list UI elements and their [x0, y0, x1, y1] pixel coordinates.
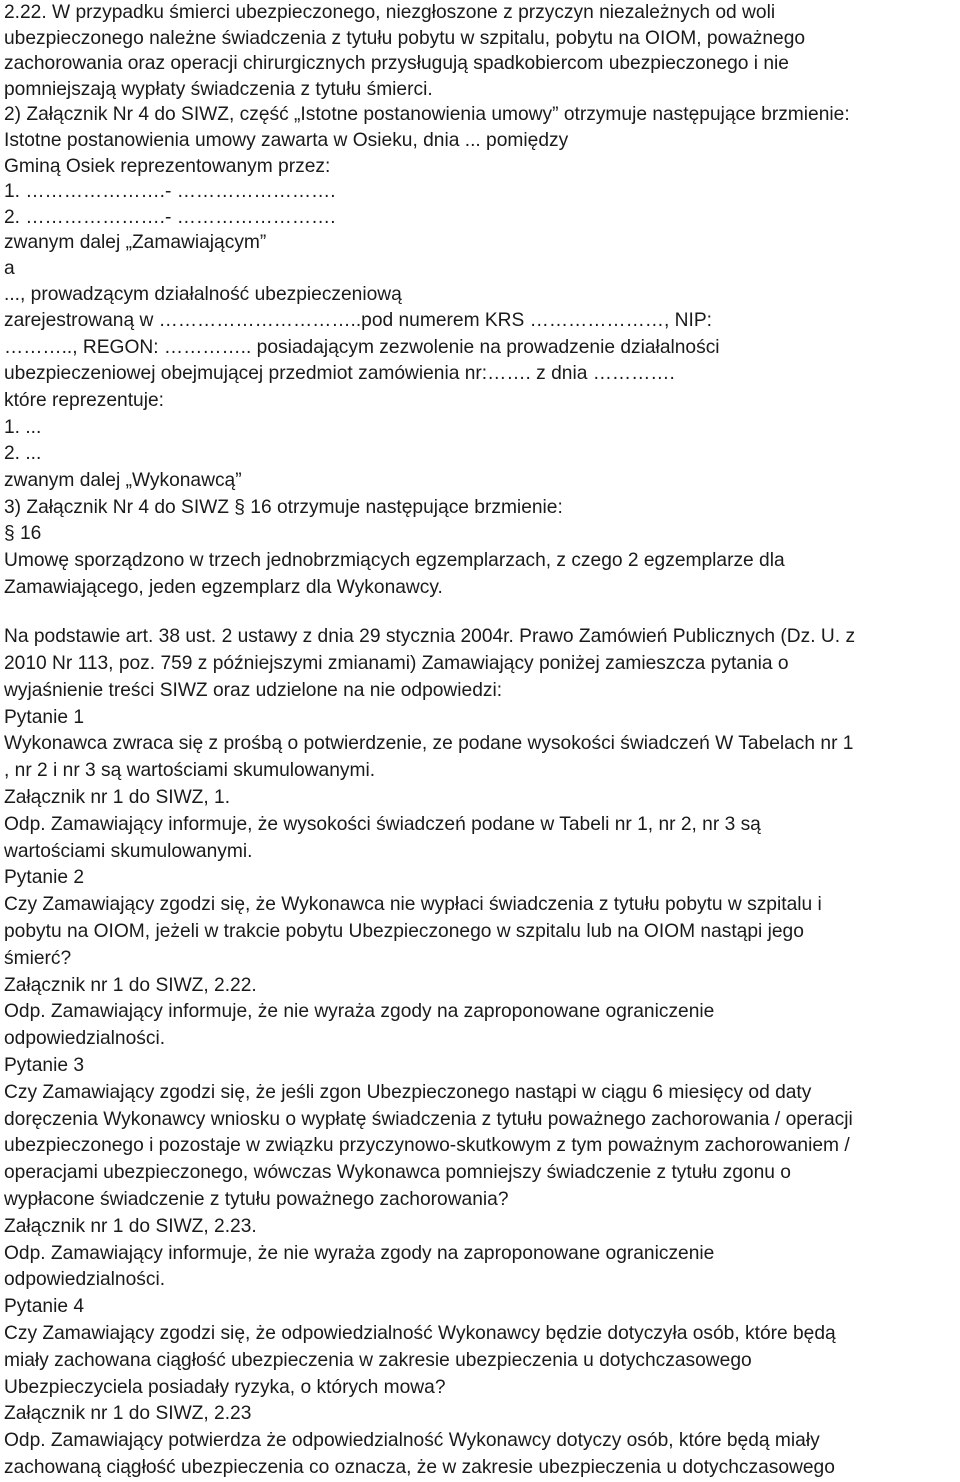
text-line: wyjaśnienie treści SIWZ oraz udzielone na nie odpowiedzi:: [4, 679, 503, 701]
text-line: zachowaną ciągłość ubezpieczenia co oznacza, że w zakresie ubezpieczenia u dotychczasowego: [4, 1456, 835, 1478]
text-line: ……….., REGON: ………….. posiadającym zezwolenie na prowadzenie działalności: [4, 336, 720, 358]
section-contractor-details: [4, 282, 956, 602]
text-line: ubezpieczeniowej obejmującej przedmiot zamówienia nr:……. z dnia ………….: [4, 363, 675, 385]
text-line: wypłacone świadczenie z tytułu poważnego zachorowania?: [4, 1188, 509, 1210]
paragraph-spacer: [4, 601, 956, 624]
text-line: Załącznik nr 1 do SIWZ, 2.23.: [4, 1215, 257, 1237]
text-line: zachorowania oraz operacji chirurgicznych przysługują spadkobiercom ubezpieczonego i nie: [4, 53, 789, 75]
text-line: 1. ………………….- …………………….: [4, 181, 336, 203]
text-line: Załącznik nr 1 do SIWZ, 2.22.: [4, 974, 257, 996]
text-line: 2. ...: [4, 443, 42, 465]
text-line: 1. ...: [4, 416, 42, 438]
text-line: 2010 Nr 113, poz. 759 z późniejszymi zmianami) Zamawiający poniżej zamieszcza pytania o: [4, 653, 789, 675]
text-line: odpowiedzialności.: [4, 1028, 166, 1050]
text-line: wartościami skumulowanymi.: [4, 840, 253, 862]
text-line: zwanym dalej „Zamawiającym”: [4, 232, 267, 254]
section-questions-answers: [4, 624, 956, 1482]
answer-line: Odp. Zamawiający potwierdza że odpowiedzialność Wykonawcy dotyczy osób, które będą miały: [4, 1430, 820, 1452]
text-line: § 16: [4, 523, 42, 545]
text-line: miały zachowana ciągłość ubezpieczenia w zakresie ubezpieczenia u dotychczasowego: [4, 1349, 752, 1371]
text-line: operacjami ubezpieczonego, wówczas Wykonawca pomniejszy świadczenie z tytułu zgonu o: [4, 1162, 791, 1184]
text-line: Czy Zamawiający zgodzi się, że odpowiedzialność Wykonawcy będzie dotyczyła osób, które będą: [4, 1322, 836, 1344]
text-line: , nr 2 i nr 3 są wartościami skumulowanymi.: [4, 760, 376, 782]
answer-line: Odp. Zamawiający informuje, że nie wyraża zgody na zaproponowane ograniczenie: [4, 1001, 715, 1023]
text-line: Umowę sporządzono w trzech jednobrzmiących egzemplarzach, z czego 2 egzemplarze dla: [4, 549, 785, 571]
text-line: które reprezentuje:: [4, 390, 164, 412]
question-heading: Pytanie 4: [4, 1296, 85, 1318]
text-line: Ubezpieczyciela posiadały ryzyka, o których mowa?: [4, 1376, 446, 1398]
question-heading: Pytanie 2: [4, 867, 85, 889]
answer-line: Odp. Zamawiający informuje, że wysokości świadczeń podane w Tabeli nr 1, nr 2, nr 3 są: [4, 813, 761, 835]
text-line: Wykonawca zwraca się z prośbą o potwierdzenie, ze podane wysokości świadczeń W Tabelach nr 1: [4, 733, 854, 755]
text-line: zwanym dalej „Wykonawcą”: [4, 470, 242, 492]
text-line: śmierć?: [4, 947, 72, 969]
question-heading: Pytanie 1: [4, 706, 85, 728]
text-line: odpowiedzialności.: [4, 1269, 166, 1291]
section-contract-terms: [4, 0, 956, 282]
text-line: pobytu na OIOM, jeżeli w trakcie pobytu Ubezpieczonego w szpitalu lub na OIOM nastąpi jego: [4, 920, 804, 942]
text-line: ..., prowadzącym działalność ubezpieczeniową: [4, 283, 402, 305]
text-line: Załącznik nr 1 do SIWZ, 1.: [4, 787, 231, 808]
text-line: Gminą Osiek reprezentowanym przez:: [4, 155, 331, 177]
answer-line: Odp. Zamawiający informuje, że nie wyraża zgody na zaproponowane ograniczenie: [4, 1242, 715, 1264]
text-line: 2.22. W przypadku śmierci ubezpieczonego, niezgłoszone z przyczyn niezależnych od woli: [4, 2, 776, 23]
question-heading: Pytanie 3: [4, 1054, 85, 1076]
text-line: 2) Załącznik Nr 4 do SIWZ, część „Istotne postanowienia umowy” otrzymuje następujące brzmienie:: [4, 104, 850, 126]
text-line: zarejestrowaną w …………………………..pod numerem KRS …………………, NIP:: [4, 310, 712, 332]
text-line: ubezpieczonego i pozostaje w związku przyczynowo-skutkowym z tym poważnym zachorowaniem /: [4, 1135, 850, 1157]
text-line: Załącznik nr 1 do SIWZ, 2.23: [4, 1403, 252, 1425]
text-line: doręczenia Wykonawcy wniosku o wypłatę świadczenia z tytułu poważnego zachorowania / operacji: [4, 1108, 853, 1130]
text-line: Zamawiającego, jeden egzemplarz dla Wykonawcy.: [4, 576, 443, 598]
text-line: pomniejszają wypłaty świadczenia z tytułu śmierci.: [4, 78, 433, 100]
text-line: Czy Zamawiający zgodzi się, że Wykonawca nie wypłaci świadczenia z tytułu pobytu w szpitalu i: [4, 894, 822, 916]
text-line: Istotne postanowienia umowy zawarta w Osieku, dnia ... pomiędzy: [4, 129, 569, 151]
text-line: 2. ………………….- …………………….: [4, 206, 336, 228]
text-line: a: [4, 257, 15, 279]
text-line: ubezpieczonego należne świadczenia z tytułu pobytu w szpitalu, pobytu na OIOM, poważnego: [4, 27, 806, 49]
text-line: 3) Załącznik Nr 4 do SIWZ § 16 otrzymuje następujące brzmienie:: [4, 496, 563, 518]
text-line: Na podstawie art. 38 ust. 2 ustawy z dnia 29 stycznia 2004r. Prawo Zamówień Publicznych (Dz. U. z: [4, 626, 856, 648]
text-line: Czy Zamawiający zgodzi się, że jeśli zgon Ubezpieczonego nastąpi w ciągu 6 miesięcy od daty: [4, 1081, 812, 1103]
